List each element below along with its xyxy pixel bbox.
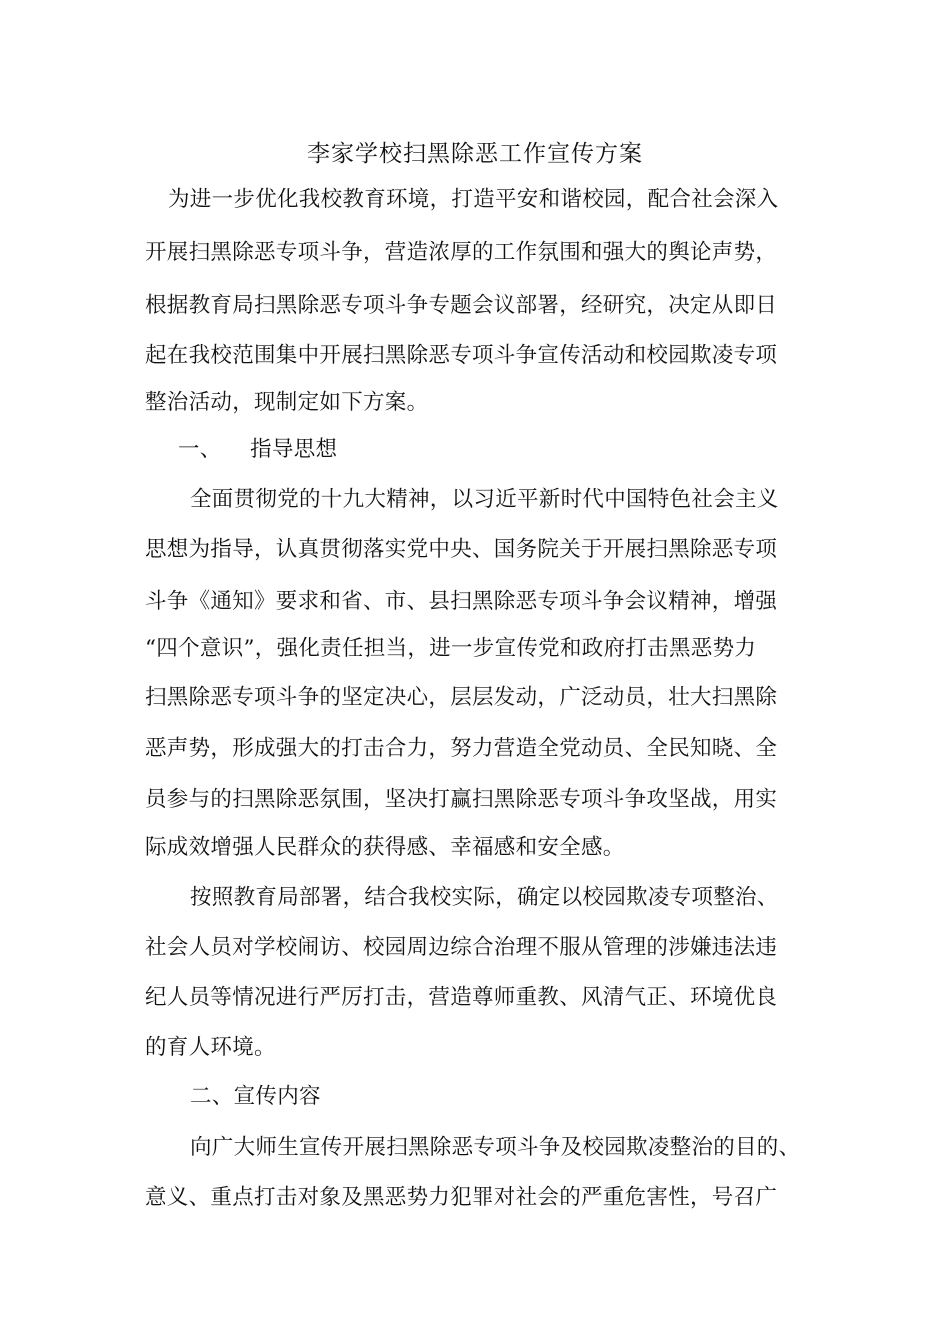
paragraph-line: 根据教育局扫黑除恶专项斗争专题会议部署，经研究，决定从即日 bbox=[145, 293, 778, 318]
paragraph-line: 纪人员等情况进行严厉打击，营造尊师重教、风清气正、环境优良 bbox=[145, 985, 778, 1010]
paragraph-line: 恶声势，形成强大的打击合力，努力营造全党动员、全民知晓、全 bbox=[145, 736, 778, 761]
paragraph-line: 社会人员对学校闹访、校园周边综合治理不服从管理的涉嫌违法违 bbox=[145, 935, 778, 960]
paragraph-line: 员参与的扫黑除恶氛围，坚决打赢扫黑除恶专项斗争攻坚战，用实 bbox=[145, 787, 778, 812]
paragraph-line: 起在我校范围集中开展扫黑除恶专项斗争宣传活动和校园欺凌专项 bbox=[145, 343, 778, 368]
paragraph-line: 按照教育局部署，结合我校实际，确定以校园欺凌专项整治、 bbox=[190, 885, 779, 910]
paragraph-line: 际成效增强人民群众的获得感、幸福感和安全感。 bbox=[145, 835, 625, 860]
paragraph-line: 意义、重点打击对象及黑恶势力犯罪对社会的严重危害性，号召广 bbox=[145, 1185, 778, 1210]
document-title: 李家学校扫黑除恶工作宣传方案 bbox=[307, 141, 643, 167]
paragraph-line: 全面贯彻党的十九大精神，以习近平新时代中国特色社会主义 bbox=[190, 487, 779, 512]
paragraph-line: 整治活动，现制定如下方案。 bbox=[145, 390, 429, 415]
paragraph-line: 思想为指导，认真贯彻落实党中央、国务院关于开展扫黑除恶专项 bbox=[145, 537, 778, 562]
paragraph-line: 向广大师生宣传开展扫黑除恶专项斗争及校园欺凌整治的目的、 bbox=[190, 1135, 801, 1160]
paragraph-line: 开展扫黑除恶专项斗争，营造浓厚的工作氛围和强大的舆论声势， bbox=[145, 240, 778, 265]
section-heading-guiding-ideology: 一、 指导思想 bbox=[178, 437, 338, 462]
paragraph-line: 的育人环境。 bbox=[145, 1035, 276, 1060]
paragraph-line: 扫黑除恶专项斗争的坚定决心，层层发动，广泛动员，壮大扫黑除 bbox=[145, 685, 778, 710]
paragraph-line: 为进一步优化我校教育环境，打造平安和谐校园，配合社会深入 bbox=[168, 187, 779, 212]
section-heading-publicity-content: 二、宣传内容 bbox=[190, 1084, 321, 1109]
paragraph-line: 斗争《通知》要求和省、市、县扫黑除恶专项斗争会议精神，增强 bbox=[145, 589, 778, 614]
paragraph-line: “四个意识”，强化责任担当，进一步宣传党和政府打击黑恶势力 bbox=[145, 636, 757, 661]
